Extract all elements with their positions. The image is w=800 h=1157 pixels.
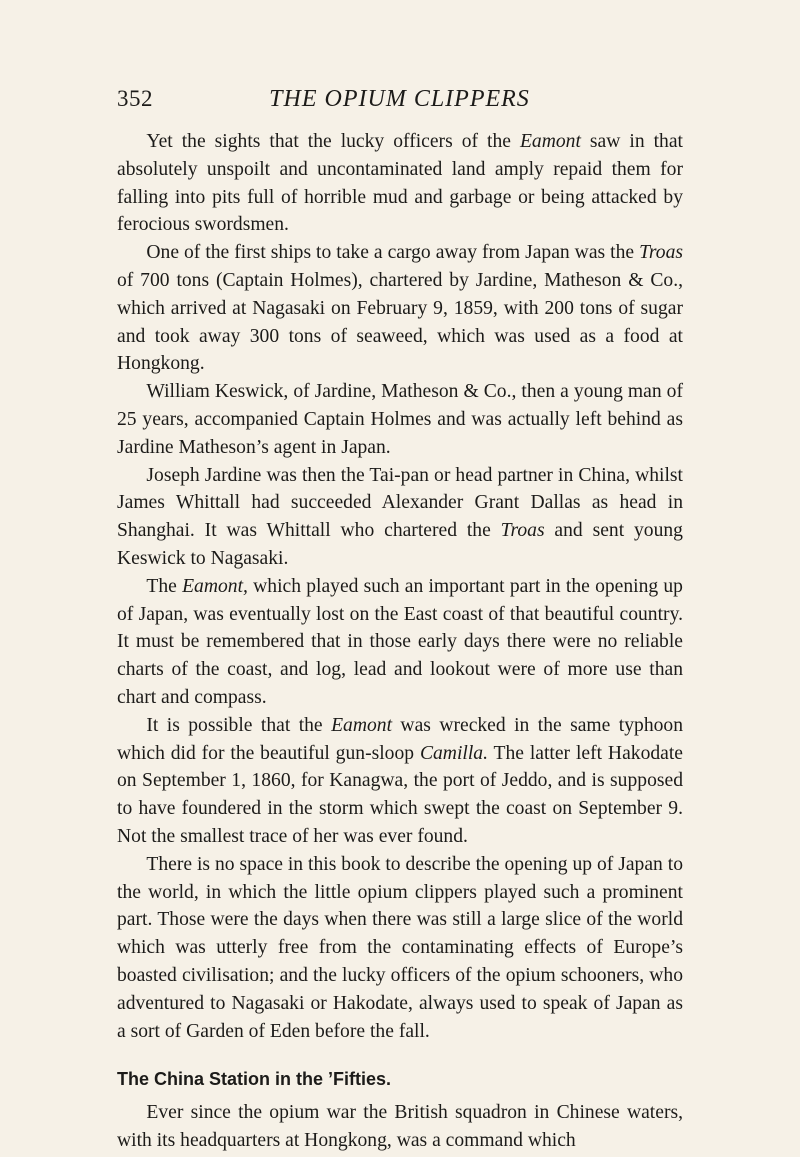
- body-paragraph: [117, 712, 683, 851]
- text-run: The latter left Hakodate on September 1, 1860, for Kanagwa, the port of Jeddo, and is supposed to have foundered in the storm which swept the coast on September 9. Not the smallest trace of her was ever found.: [117, 742, 683, 847]
- body-paragraph: [117, 573, 683, 712]
- italic-text: Eamont: [519, 131, 581, 152]
- text-run: It is possible that the: [146, 714, 332, 736]
- text-run: and sent young Keswick to Nagasaki.: [117, 520, 683, 569]
- text-run: which played such an important part in the opening up of Japan, was eventually lost on the East coast of that beautiful country. It must be remembered that in those early days there were no reliable charts of the coast, and log, lead and lookout were of more use than chart and compass.: [117, 575, 683, 708]
- text-run: There is no space in this book to describe the opening up of Japan to the world, in which the little opium clippers played such a prominent part. Those were the days when there was still a large slice of the world which was utterly free from the contaminating effects of Europe’s boasted civilisation; and the lucky officers of the opium schooners, who adventured to Nagasaki or Hakodate, always used to speak of Japan as a sort of Garden of Eden before the fall.: [117, 853, 683, 1042]
- italic-text: Troas: [500, 520, 545, 542]
- italic-text: Eamont,: [182, 575, 248, 597]
- body-paragraph: [117, 378, 683, 461]
- text-run: saw in that absolutely unspoilt and uncontaminated land amply repaid them for falling into pits full of horrible mud and garbage or being attacked by ferocious swordsmen.: [117, 131, 683, 236]
- section-heading: The China Station in the ’Fifties.: [117, 1069, 392, 1090]
- text-run: Yet the sights that the lucky officers of the: [146, 131, 520, 152]
- text-run: Joseph Jardine was then the Tai-pan or head partner in China, whilst James Whittall had succeeded Alexander Grant Dallas as head in Shanghai. It was Whittall who chartered the: [117, 464, 683, 542]
- body-paragraph: [117, 462, 683, 573]
- page-header: [117, 86, 682, 118]
- text-run: One of the first ships to take a cargo away from Japan was the: [146, 242, 640, 264]
- italic-text: Troas: [639, 242, 683, 264]
- italic-text: Eamont: [331, 714, 393, 736]
- body-paragraph: [117, 128, 683, 239]
- paragraph-list: [117, 128, 683, 1045]
- text-run: William Keswick, of Jardine, Matheson & Co., then a young man of 25 years, accompanied Captain Holmes and was actually left behind as Jardine Matheson’s agent in Japan.: [117, 381, 683, 458]
- italic-text: Camilla.: [419, 742, 488, 764]
- running-title: THE OPIUM CLIPPERS: [269, 86, 530, 112]
- body-paragraph: [117, 851, 683, 1046]
- page-number: 352: [117, 86, 153, 111]
- text-run: The: [146, 575, 183, 597]
- text-run: was wrecked in the same typhoon which did for the beautiful gun-sloop: [117, 714, 684, 764]
- body-paragraph: [117, 239, 683, 378]
- text-run: of 700 tons (Captain Holmes), chartered by Jardine, Matheson & Co., which arrived at Nagasaki on February 9, 1859, with 200 tons of sugar and took away 300 tons of seaweed, which was used as a food at Hongkong.: [117, 269, 683, 375]
- page-body: [117, 128, 683, 1155]
- section-paragraph: Ever since the opium war the British squadron in Chinese waters, with its headquarters at Hongkong, was a command which: [117, 1102, 683, 1152]
